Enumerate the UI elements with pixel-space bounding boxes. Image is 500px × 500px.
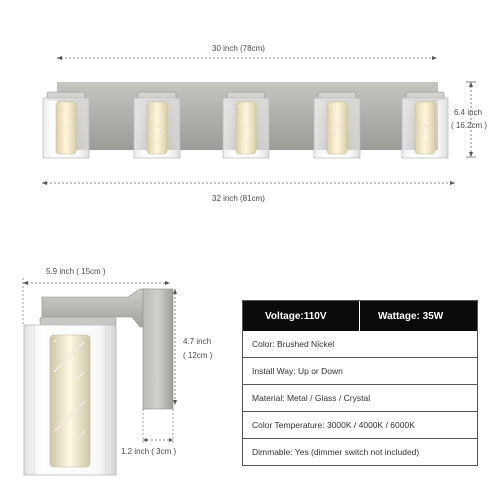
spec-header xyxy=(243,301,477,331)
shade-height-label-line2: ( 12cm ) xyxy=(183,351,213,360)
height-label-line2: ( 16.2cm ) xyxy=(451,121,488,130)
wattage-cell: Wattage: 35W xyxy=(378,310,444,322)
depth-label: 5.9 inch ( 15cm ) xyxy=(46,267,106,276)
voltage-cell: Voltage:110V xyxy=(243,301,360,331)
glass-shade-2 xyxy=(134,92,180,158)
shade-height-label-line1: 4.7 inch xyxy=(183,337,212,346)
plate-width-label: 30 inch (78cm) xyxy=(212,44,265,53)
spec-row-color-temperature: Color Temperature: 3000K / 4000K / 6000K xyxy=(243,411,477,438)
spec-row-dimmable: Dimmable: Yes (dimmer switch not included) xyxy=(243,438,477,465)
height-dimension xyxy=(466,82,476,157)
vanity-light-side-view xyxy=(0,255,240,500)
shade-height-dimension xyxy=(173,289,177,405)
glass-shade-3 xyxy=(223,92,269,158)
side-base-plate xyxy=(143,289,173,409)
glass-shade-5 xyxy=(402,92,448,158)
spec-row-install: Install Way: Up or Down xyxy=(243,357,477,384)
spec-row-color: Color: Brushed Nickel xyxy=(252,339,335,349)
overall-width-label: 32 inch (81cm) xyxy=(212,194,265,203)
spec-row-material: Material: Metal / Glass / Crystal xyxy=(243,384,477,411)
plate-depth-label: 1.2 inch ( 3cm ) xyxy=(121,447,177,456)
glass-shade-4 xyxy=(314,92,360,158)
overall-width-dimension xyxy=(42,181,455,185)
plate-width-dimension xyxy=(57,56,437,60)
glass-shade-1 xyxy=(43,92,89,158)
specifications-table xyxy=(242,300,478,466)
height-label-line1: 6.4 inch xyxy=(454,108,483,117)
plate-depth-dimension xyxy=(143,409,173,445)
vanity-light-front-view xyxy=(0,0,500,240)
